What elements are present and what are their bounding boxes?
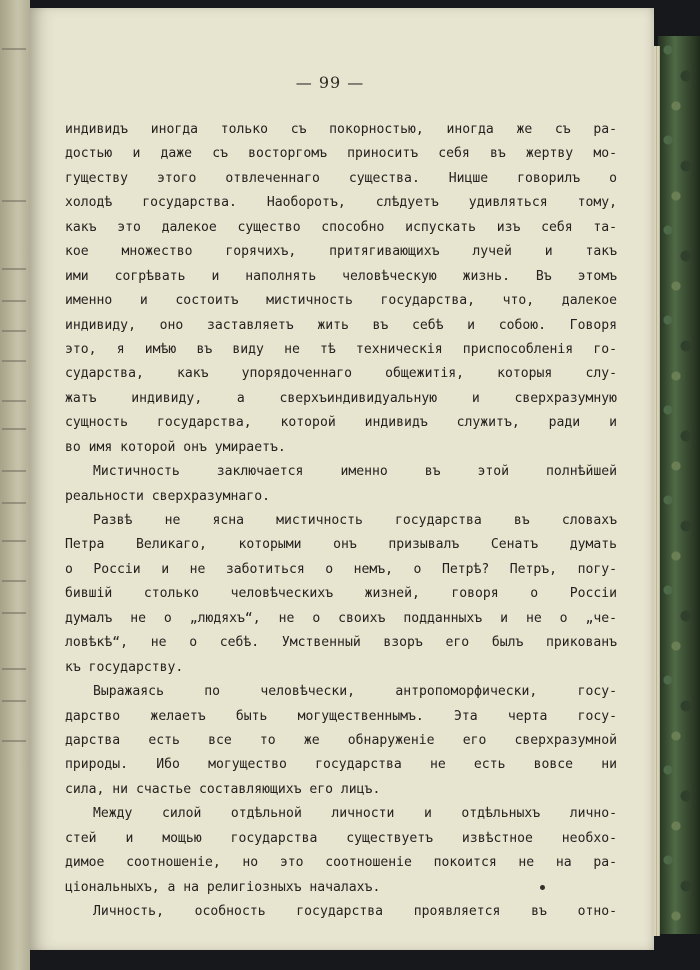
ink-dot	[540, 885, 545, 890]
text-line: ціональныхъ, а на религіозныхъ началахъ.	[65, 879, 381, 895]
text-line: Мистичность заключается именно въ этой полнѣйшей	[93, 464, 617, 480]
text-line: именно и состоитъ мистичность государства, что, далекое	[65, 293, 617, 309]
page-number: — 99 —	[295, 73, 365, 92]
text-line: ими согрѣвать и наполнять человѣческую жизнь. Въ этомъ	[65, 268, 617, 284]
text-line: о Россіи и не заботиться о немъ, о Петрѣ? Петръ, погу-	[65, 561, 617, 577]
text-line: гуществу этого отвлеченнаго существа. Ницше говорилъ о	[65, 170, 617, 186]
text-line: сила, ни счастье составляющихъ его лицъ.	[65, 781, 381, 797]
text-line: ловѣкѣ“, не о себѣ. Умственный взоръ его былъ прикованъ	[65, 635, 617, 651]
text-line: Развѣ не ясна мистичность государства въ словахъ	[93, 513, 617, 528]
body-text	[65, 118, 617, 924]
text-line: стей и мощью государства существуетъ извѣстное необхо-	[65, 830, 617, 846]
text-line: дарство желаетъ быть могущественнымъ. Эта черта госу-	[65, 708, 617, 724]
text-line: Личность, особность государства проявляется въ отно-	[93, 904, 617, 919]
text-line: реальности сверхразумнаго.	[65, 488, 270, 504]
text-line: во имя которой онъ умираетъ.	[65, 439, 286, 455]
text-line: бившій столько человѣческихъ жизней, говоря о Россіи	[65, 586, 617, 602]
text-line: какъ это далекое существо способно испускать изъ себя та-	[65, 219, 617, 235]
text-line: сударства, какъ упорядоченнаго общежитія, которыя слу-	[65, 366, 617, 382]
text-line: дарства есть все то же обнаруженіе его сверхразумной	[65, 732, 617, 748]
marbled-book-edge	[658, 36, 700, 934]
text-line: жатъ индивиду, а сверхъиндивидуальную и сверхразумную	[65, 390, 617, 406]
text-line: димое соотношеніе, но это соотношеніе покоится не на ра-	[65, 855, 617, 871]
text-line: природы. Ибо могущество государства не есть вовсе ни	[65, 757, 617, 773]
text-line: индивидъ иногда только съ покорностью, иногда же съ ра-	[65, 122, 617, 137]
text-line: кое множество горячихъ, притягивающихъ лучей и такъ	[65, 244, 617, 260]
text-line: холодѣ государства. Наоборотъ, слѣдуетъ удивляться тому,	[65, 195, 617, 211]
text-line: достью и даже съ восторгомъ приноситъ себя въ жертву мо-	[65, 146, 617, 162]
text-line: сущность государства, которой индивидъ служитъ, ради и	[65, 415, 617, 431]
text-line: Петра Великаго, которыми онъ призывалъ Сенатъ думать	[65, 537, 617, 553]
text-line: къ государству.	[65, 659, 184, 675]
text-line: это, я имѣю въ виду не тѣ техническія приспособленія го-	[65, 341, 617, 357]
text-line: Выражаясь по человѣчески, антропоморфически, госу-	[93, 684, 617, 700]
text-line: Между силой отдѣльной личности и отдѣльныхъ лично-	[93, 806, 617, 822]
facing-page-edge	[0, 0, 30, 970]
text-line: думалъ не о „людяхъ“, не о своихъ подданныхъ и не о „че-	[65, 610, 617, 626]
text-line: индивиду, оно заставляетъ жить въ себѣ и собою. Говоря	[65, 317, 617, 333]
book-page	[30, 8, 654, 950]
